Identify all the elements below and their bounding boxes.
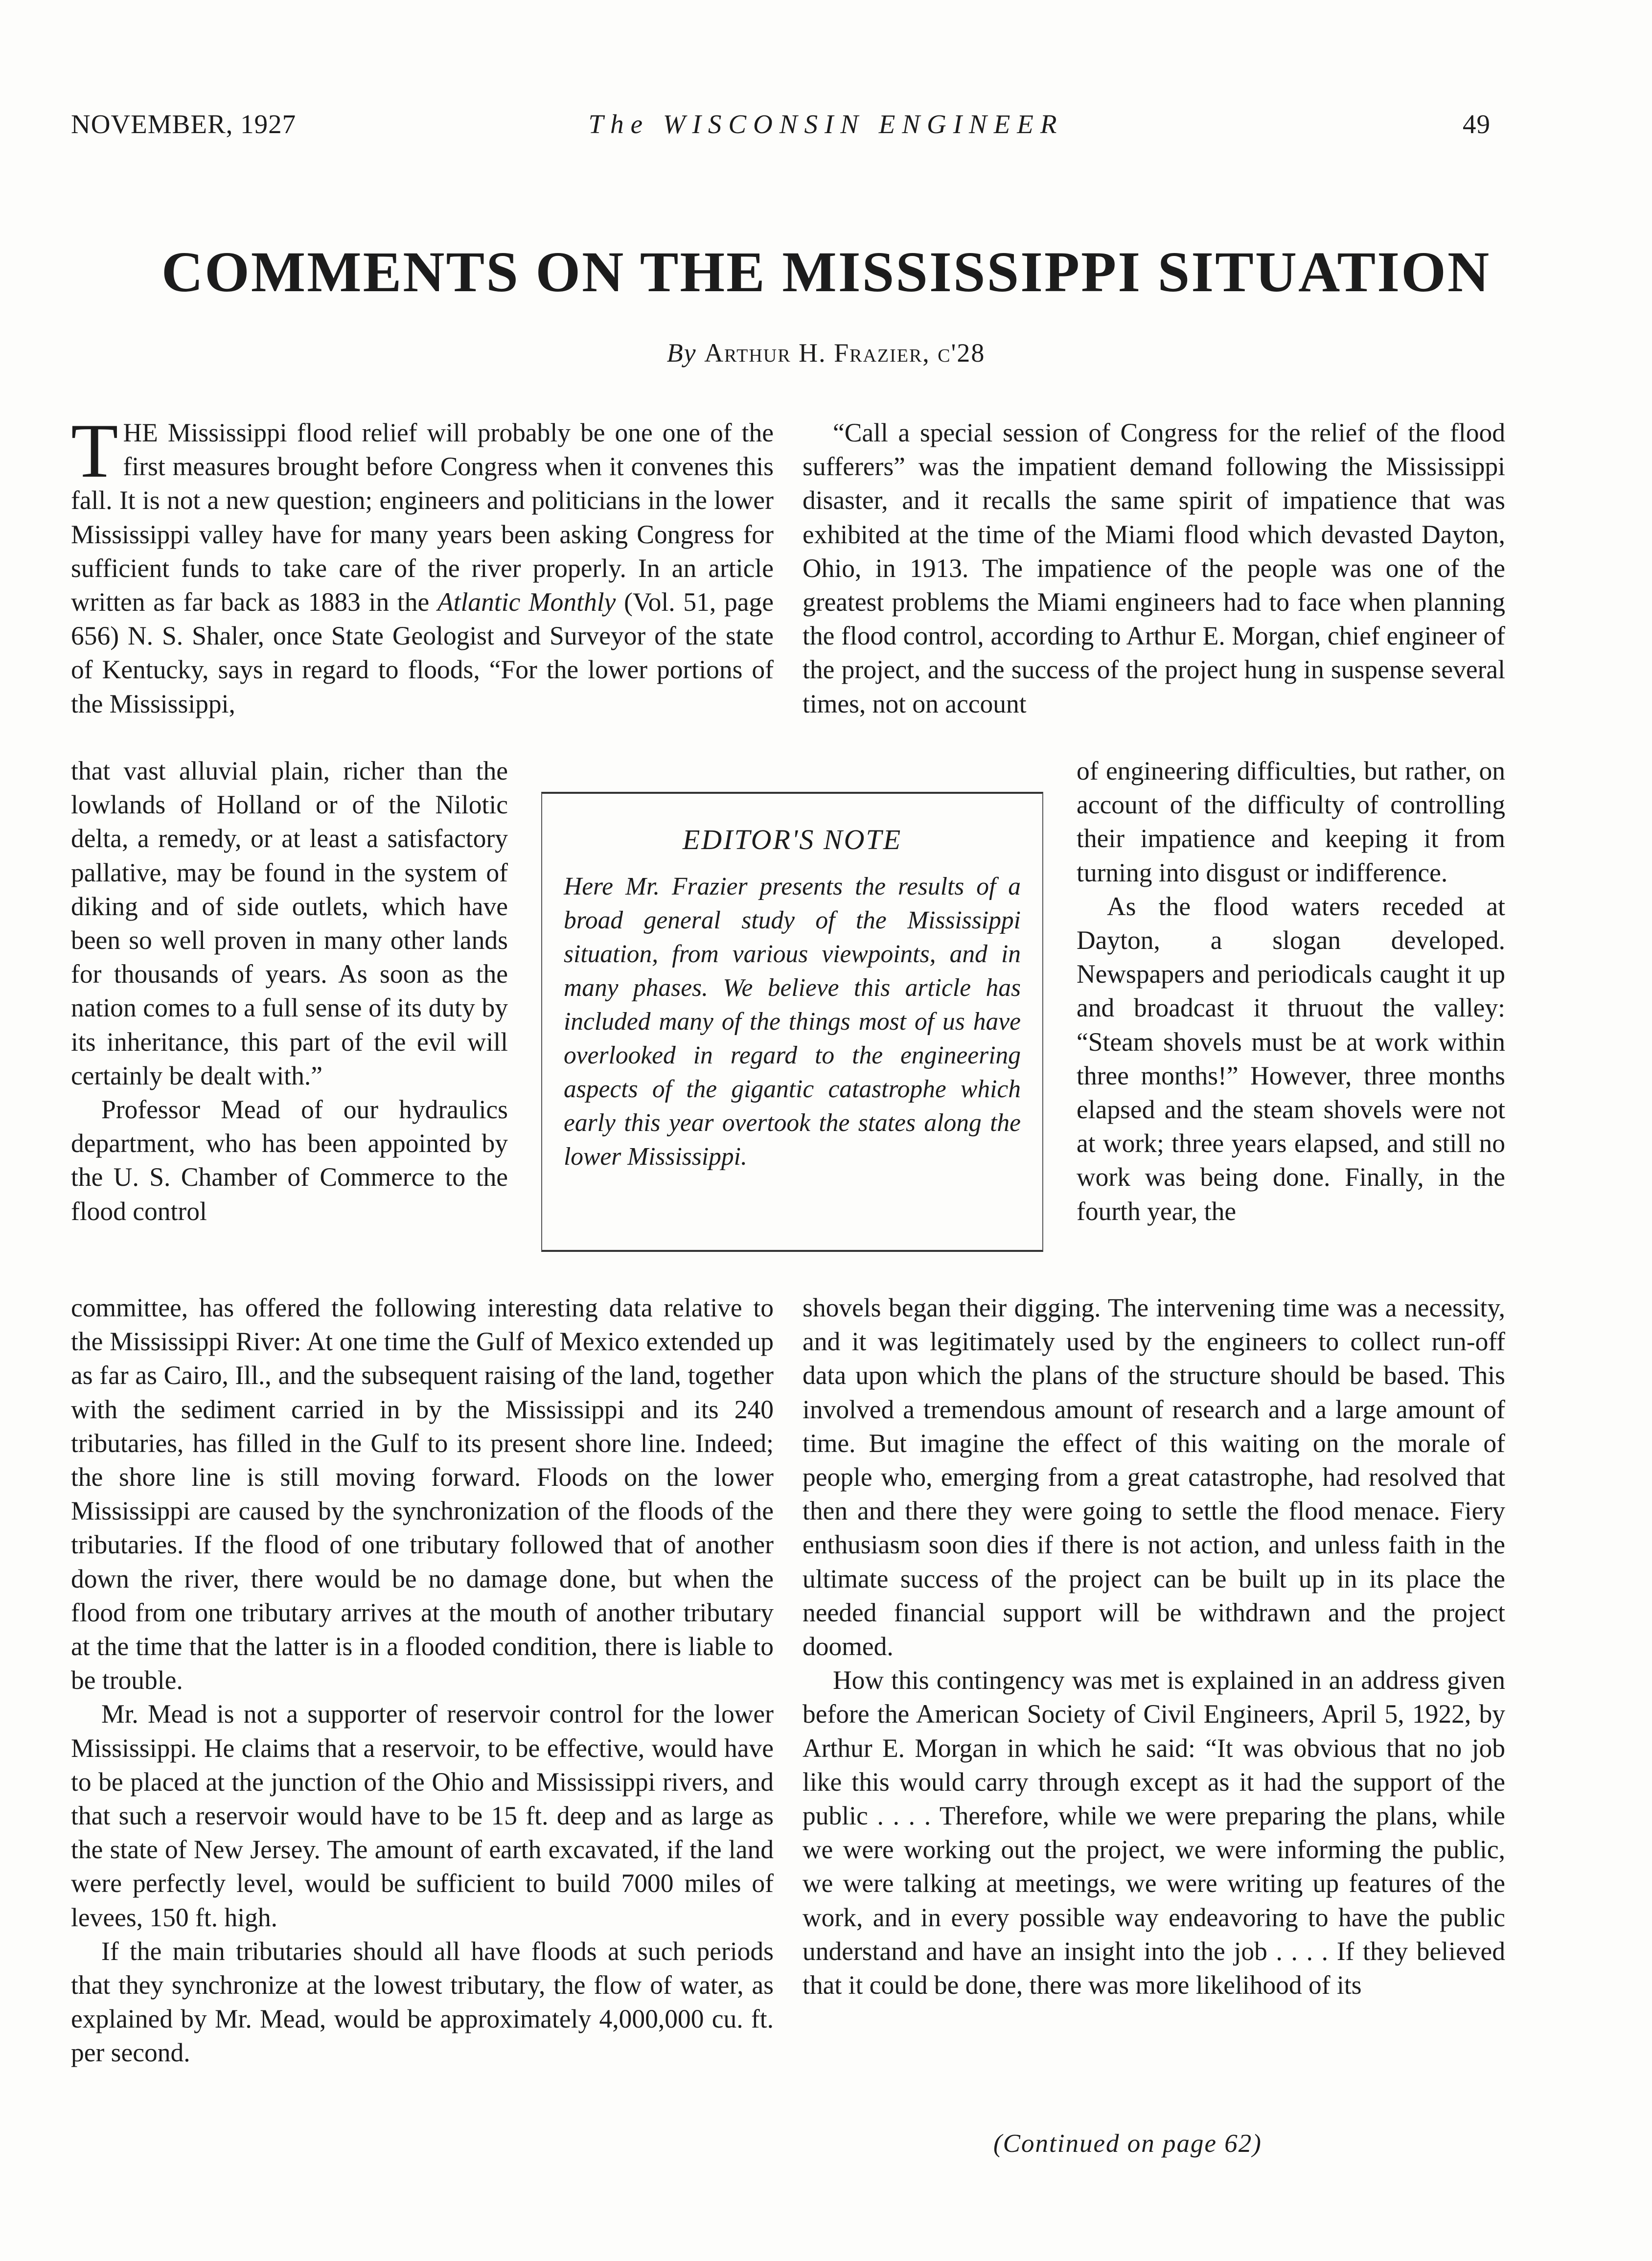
- header-date: NOVEMBER, 1927: [71, 109, 297, 139]
- paragraph-text: HE Mississippi flood relief will probably be one one of the first measures brought before Congress when it convenes this fall. It is not a new question; engineers and politicians in the lower Mississippi valley have for many years been asking Congress for sufficient funds to take care of the river properly. In an article written as far back as 1883 in the: [71, 418, 774, 617]
- byline: [0, 338, 1652, 368]
- paragraph: Professor Mead of our hydraulics department, who has been appointed by the U. S. Chamber of Commerce to the flood control: [71, 1095, 508, 1226]
- editors-note-title: EDITOR'S NOTE: [682, 824, 902, 855]
- left-column-bottom: [71, 1291, 774, 2070]
- drop-cap: T: [71, 408, 118, 494]
- paragraph: “Call a special session of Congress for the relief of the flood sufferers” was the impatient demand following the Mississippi disaster, and it recalls the same spirit of impatience that was exhibited at the time of the Miami flood which devasted Dayton, Ohio, in 1913. The impatience of the people was one of the greatest problems the Miami engineers had to face when planning the flood control, according to Arthur E. Morgan, chief engineer of the project, and the success of the project hung in suspense several times, not on account: [803, 418, 1505, 718]
- paragraph: As the flood waters receded at Dayton, a slogan developed. Newspapers and periodicals caught it up and broadcast it thruout the valley: “Steam shovels must be at work within three months!” However, three months elapsed and the steam shovels were not at work; three years elapsed, and still no work was being done. Finally, in the fourth year, the: [1077, 891, 1505, 1226]
- publication-name: Atlantic Monthly: [437, 587, 616, 617]
- article-title: COMMENTS ON THE MISSISSIPPI SITUATION: [161, 240, 1491, 304]
- byline-prefix: By: [666, 338, 697, 368]
- continued-on-page-link[interactable]: (Continued on page 62): [993, 2129, 1262, 2158]
- left-column-narrow: [71, 754, 508, 1228]
- editors-note-box: [541, 792, 1043, 1252]
- paragraph: How this contingency was met is explained in an address given before the American Society of Civil Engineers, April 5, 1922, by Arthur E. Morgan in which he said: “It was obvious that no job like this would carry through except as it had the support of the public . . . . Therefore, while we were preparing the plans, while we were working out the project, we were informing the public, we were talking at meetings, we were writing up features of the work, and in every possible way endeavoring to have the public understand and have an insight into the job . . . . If they believed that it could be done, there was more likelihood of its: [803, 1665, 1505, 2000]
- header-magazine-title: The WISCONSIN ENGINEER: [588, 109, 1064, 139]
- editors-note-text: Here Mr. Frazier presents the results of a broad general study of the Mississippi situation, from various viewpoints, and in many phases. We believe this article has included many of the things most of us have overlooked in regard to the engineering aspects of the gigantic catastrophe which early this year overtook the states along the lower Mississippi.: [564, 873, 1021, 1171]
- paragraph: Mr. Mead is not a supporter of reservoir control for the lower Mississippi. He claims that a reservoir, to be effective, would have to be placed at the junction of the Ohio and Mississippi rivers, and that such a reservoir would have to be 15 ft. deep and as large as the state of New Jersey. The amount of earth excavated, if the land were perfectly level, would be sufficient to build 7000 miles of levees, 150 ft. high.: [71, 1699, 774, 1932]
- left-column-top: [71, 408, 774, 721]
- paragraph: [71, 408, 774, 721]
- paragraph: If the main tributaries should all have floods at such periods that they synchronize at the lowest tributary, the flow of water, as explained by Mr. Mead, would be approximately 4,000,000 cu. ft. per second.: [71, 1936, 774, 2068]
- right-column-top: [803, 416, 1505, 721]
- right-column-narrow: [1077, 754, 1505, 1228]
- paragraph-text: (Vol. 51, page 656) N. S. Shaler, once State Geologist and Surveyor of the state of Kentucky, says in regard to floods, “For the lower portions of the Mississippi,: [71, 587, 774, 718]
- right-column-bottom: [803, 1291, 1505, 2002]
- paragraph: of engineering difficulties, but rather, on account of the difficulty of controlling their impatience and keeping it from turning into disgust or indifference.: [1077, 756, 1505, 887]
- byline-author: Arthur H. Frazier, c'28: [704, 338, 986, 368]
- paragraph: committee, has offered the following interesting data relative to the Mississippi River: At one time the Gulf of Mexico extended up as far as Cairo, Ill., and the subsequent raising of the land, together with the sediment carried in by the Mississippi and its 240 tributaries, has filled in the Gulf to its present shore line. Indeed; the shore line is still moving forward. Floods on the lower Mississippi are caused by the synchronization of the floods of the tributaries. If the flood of one tributary followed that of another down the river, there would be no damage done, but when the flood from one tributary arrives at the mouth of another tributary at the time that the latter is in a flooded condition, there is liable to be trouble.: [71, 1293, 774, 1695]
- paragraph: that vast alluvial plain, richer than the lowlands of Holland or of the Nilotic delta, a remedy, or at least a satisfactory pallative, may be found in the system of diking and of side outlets, which have been so well proven in many other lands for thousands of years. As soon as the nation comes to a full sense of its duty by its inheritance, this part of the evil will certainly be dealt with.”: [71, 756, 508, 1090]
- paragraph: shovels began their digging. The intervening time was a necessity, and it was legitimately used by the engineers to collect run-off data upon which the plans of the structure should be based. This involved a tremendous amount of research and a large amount of time. But imagine the effect of this waiting on the morale of people who, emerging from a great catastrophe, had resolved that then and there they were going to settle the flood menace. Fiery enthusiasm soon dies if there is not action, and unless faith in the ultimate success of the project can be built up in its place the needed financial support will be withdrawn and the project doomed.: [803, 1293, 1505, 1661]
- header-page-number: 49: [1463, 109, 1491, 139]
